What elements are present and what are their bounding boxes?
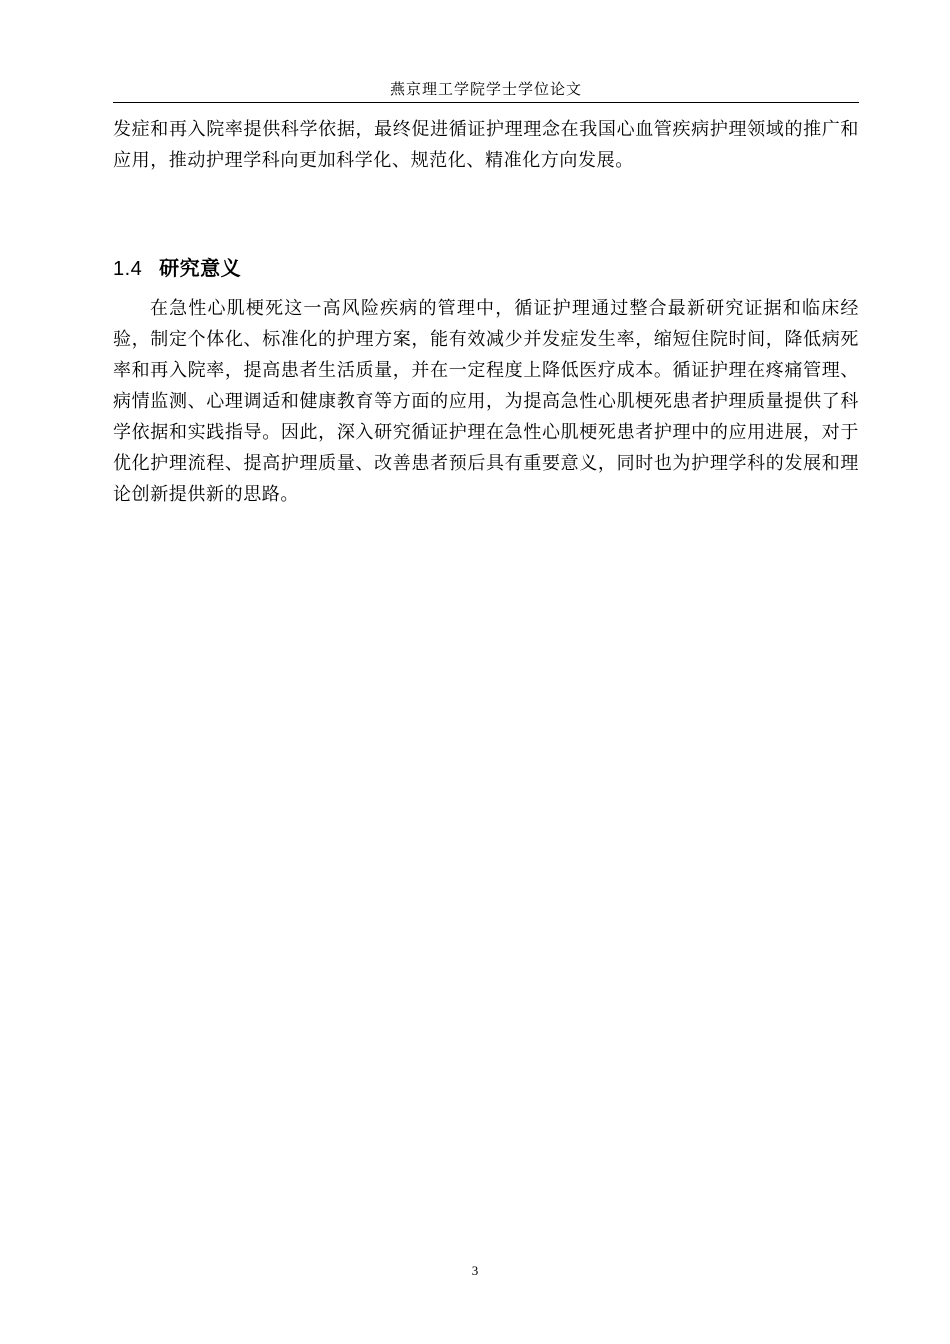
continuation-paragraph: 发症和再入院率提供科学依据，最终促进循证护理理念在我国心血管疾病护理领域的推广和应用，推动护理学科向更加科学化、规范化、精准化方向发展。 — [113, 119, 859, 171]
section-title: 研究意义 — [159, 256, 242, 280]
page-header — [113, 70, 859, 103]
page-number: 3 — [471, 1263, 479, 1278]
thesis-header-title: 燕京理工学院学士学位论文 — [389, 80, 582, 98]
section-heading — [113, 252, 241, 281]
section-number: 1.4 — [113, 258, 143, 280]
main-paragraph: 在急性心肌梗死这一高风险疾病的管理中，循证护理通过整合最新研究证据和临床经验，制定个体化、标准化的护理方案，能有效减少并发症发生率，缩短住院时间，降低病死率和再入院率，提高患者生活质量，并在一定程度上降低医疗成本。循证护理在疼痛管理、病情监测、心理调适和健康教育等方面的应用，为提高急性心肌梗死患者护理质量提供了科学依据和实践指导。因此，深入研究循证护理在急性心肌梗死患者护理中的应用进展，对于优化护理流程、提高护理质量、改善患者预后具有重要意义，同时也为护理学科的发展和理论创新提供新的思路。 — [113, 298, 859, 505]
